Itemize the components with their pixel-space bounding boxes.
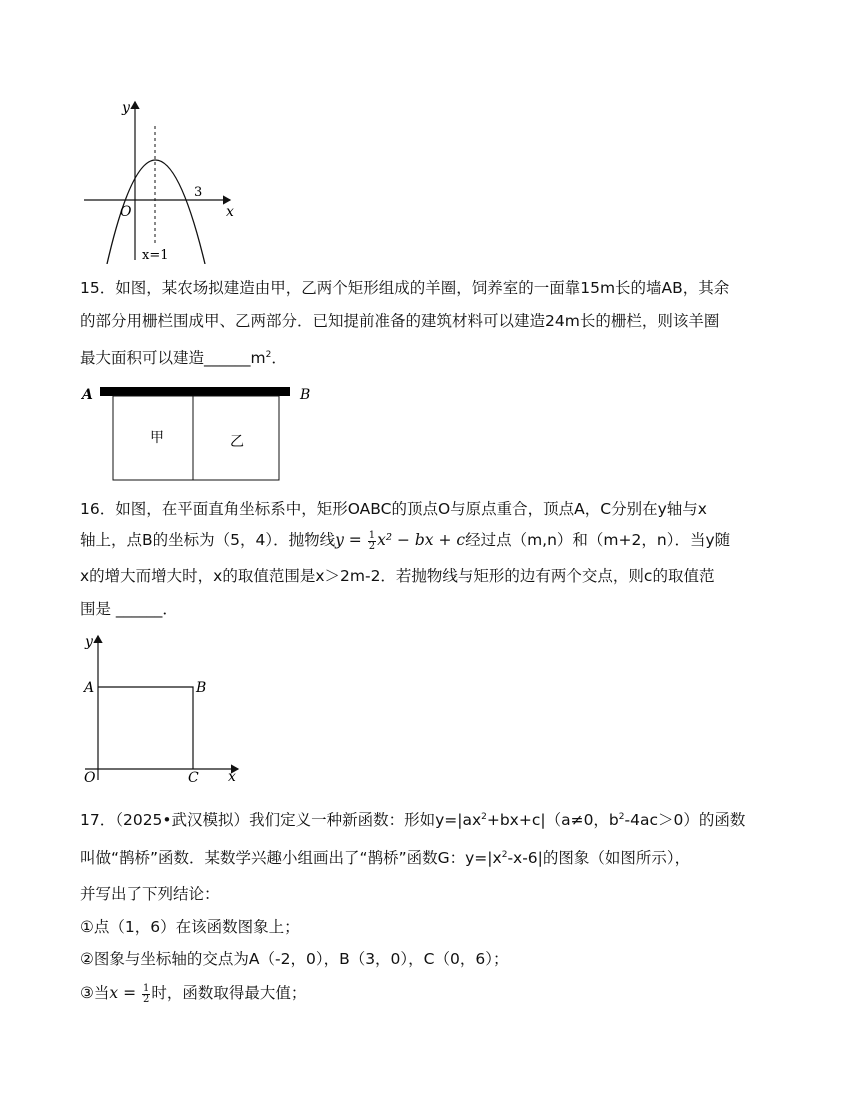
symmetry-label: x=1: [142, 248, 169, 263]
rectangle-oabc: [98, 687, 193, 769]
q17-item-3-text: ③当: [80, 984, 110, 1002]
origin-label: O: [120, 204, 132, 220]
q16-fraction: [368, 531, 376, 552]
wall-label-a: A: [82, 387, 93, 403]
q17-frac-num: 1: [143, 982, 150, 994]
q16-line-2: [80, 530, 730, 552]
parabola-figure: [80, 96, 240, 264]
q15-line-3-text: 最大面积可以建造______m: [80, 349, 266, 368]
q17-formula-x: x =: [109, 984, 141, 1002]
q16-line-3: x的增大而增大时，x的取值范围是x＞2m-2．若抛物线与矩形的边有两个交点，则c的取值范: [80, 567, 715, 585]
origin-label-16: O: [84, 770, 96, 786]
x-label-16: x: [228, 769, 236, 785]
vertex-a: A: [84, 680, 95, 696]
rectangle-figure: [80, 630, 250, 786]
wall-label-b: B: [300, 387, 311, 403]
q16-line-2-text: 轴上，点B的坐标为（5，4）．抛物线: [80, 531, 336, 549]
q17-item-1: ①点（1，6）在该函数图象上；: [80, 918, 300, 936]
q17-line-2b: -x-6|的图象（如图所示），: [507, 849, 691, 868]
pen-label-jia: 甲: [150, 430, 164, 446]
q17-line-2: [80, 845, 690, 868]
q17-sup-1: 2: [481, 812, 487, 822]
vertex-b: B: [196, 680, 207, 696]
y-axis-label: y: [122, 100, 130, 116]
q17-line-3: 并写出了下列结论：: [80, 885, 220, 903]
q17-line-2a: 叫做“鹊桥”函数．某数学兴趣小组画出了“鹊桥”函数G：y=|x: [80, 849, 502, 868]
root-label: 3: [194, 185, 203, 200]
q16-line-2-end: 经过点（m,n）和（m+2，n）．当y随: [465, 531, 731, 549]
pen-outline: [113, 396, 279, 480]
q17-fraction: [142, 984, 150, 1005]
q17-line-1a: 17．（2025•武汉模拟）我们定义一种新函数：形如y=|ax: [80, 811, 482, 830]
wall-ab: [100, 387, 290, 396]
q15-line-3: [80, 345, 287, 368]
q16-formula-y: y =: [335, 531, 367, 549]
q17-line-1b: +bx+c|（a≠0，b: [486, 811, 619, 830]
q17-line-1: [80, 807, 745, 830]
q17-sup-2: 2: [618, 812, 625, 822]
pen-figure: [80, 382, 320, 484]
q17-frac-den: 2: [143, 993, 150, 1005]
x-axis-label: x: [226, 204, 234, 220]
q16-frac-den: 2: [368, 540, 376, 552]
vertex-c: C: [188, 770, 199, 786]
q16-frac-num: 1: [368, 529, 376, 541]
q17-formula: [109, 982, 151, 1005]
q16-formula-rest: x² − bx + c: [377, 531, 466, 549]
q16-line-4: 围是 ______．: [80, 600, 178, 618]
q15-unit-sup: 2: [265, 350, 272, 360]
q16-formula: [335, 529, 466, 552]
q16-line-1: 16．如图，在平面直角坐标系中，矩形OABC的顶点O与原点重合，顶点A，C分别在y轴与x: [80, 500, 707, 518]
q17-sup-3: 2: [501, 850, 508, 860]
q15-line-3-end: ．: [271, 349, 287, 368]
q15-line-2: 的部分用栅栏围成甲、乙两部分．已知提前准备的建筑材料可以建造24m长的栅栏，则该羊圈: [80, 312, 720, 330]
y-label-16: y: [85, 634, 93, 650]
q17-item-3: [80, 983, 306, 1005]
q15-line-1: 15．如图，某农场拟建造由甲，乙两个矩形组成的羊圈，饲养室的一面靠15m长的墙AB，其余: [80, 279, 730, 297]
q17-item-2: ②图象与坐标轴的交点为A（-2，0），B（3，0），C（0，6）；: [80, 950, 509, 968]
pen-label-yi: 乙: [230, 434, 244, 450]
q17-item-3-end: 时，函数取得最大值；: [151, 984, 307, 1002]
q17-line-1c: -4ac＞0）的函数: [624, 811, 746, 830]
